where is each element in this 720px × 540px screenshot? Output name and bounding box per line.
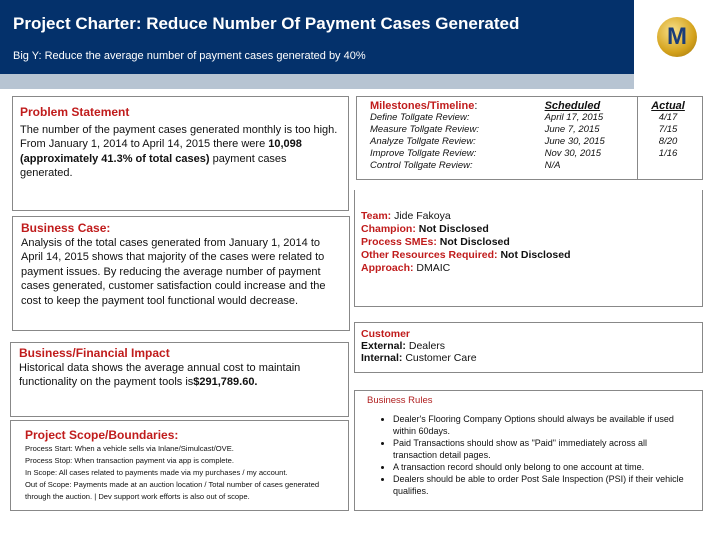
- problem-text-1: The number of the payment cases generated monthly is too high. From January 1, 2014 to April 14, 2015 there were: [20, 123, 338, 150]
- col-actual: Actual: [651, 100, 685, 112]
- milestone-actual: 8/20: [658, 136, 678, 147]
- scope-line: Process Stop: When transaction payment via app is complete.: [25, 456, 234, 465]
- big-y: Big Y: Reduce the average number of payment cases generated by 40%: [13, 50, 366, 62]
- milestone-row: [370, 112, 695, 124]
- rules-heading: Business Rules: [367, 395, 433, 406]
- milestone-actual: 7/15: [658, 124, 678, 135]
- col-scheduled: Scheduled: [544, 100, 601, 112]
- approach-line: [361, 262, 696, 275]
- milestones-divider: [637, 97, 638, 179]
- milestones-table: Milestones/Timeline: Scheduled Actual Define Tollgate Review: April 17, 2015 4/17 Measure Tollgate Review: June 7, 2015 7/15 Analyze Tollgate Review: June 30, 2015 8/20 Improve Tollgate Review: Nov 30, 2015 1/16 Control Tollgate Review: N/A: [370, 100, 695, 172]
- team-box: [354, 190, 703, 307]
- rule-item: • A transaction record should only belong to one account at time.: [393, 461, 690, 473]
- other-line: [361, 249, 696, 262]
- milestone-name: Define Tollgate Review:: [370, 112, 470, 123]
- smes-line: [361, 236, 696, 249]
- milestone-actual: 1/16: [658, 148, 678, 159]
- customer-heading: Customer: [361, 328, 411, 340]
- team-value: Jide Fakoya: [394, 210, 451, 222]
- milestone-scheduled: April 17, 2015: [544, 112, 604, 123]
- milestone-row: [370, 136, 695, 148]
- financial-heading: Business/Financial Impact: [19, 346, 170, 360]
- smes-label: Process SMEs:: [361, 236, 437, 248]
- milestone-name: Improve Tollgate Review:: [370, 148, 477, 159]
- milestone-scheduled: June 7, 2015: [544, 124, 600, 135]
- scope-heading: Project Scope/Boundaries:: [25, 428, 179, 442]
- milestones-box: [356, 96, 703, 180]
- milestone-name: Measure Tollgate Review:: [370, 124, 479, 135]
- problem-bold: 10,098 (approximately 41.3% of total cases): [20, 138, 302, 165]
- milestone-name: Control Tollgate Review:: [370, 160, 473, 171]
- milestone-scheduled: N/A: [544, 160, 561, 171]
- page-title: Project Charter: Reduce Number Of Payment Cases Generated: [13, 14, 520, 33]
- financial-text: [19, 361, 340, 390]
- rule-item: • Dealer's Flooring Company Options should always be available if used within 60days.: [393, 413, 690, 437]
- scope-line: Out of Scope: Payments made at an auction location / Total number of cases generated through the auction. | Dev support work efforts is also out of scope.: [25, 480, 320, 501]
- scope-line: In Scope: All cases related to payments made via my purchases / my account.: [25, 468, 288, 477]
- problem-text-2: payment cases generated.: [20, 152, 287, 179]
- scope-line: Process Start: When a vehicle sells via Inlane/Simulcast/OVE.: [25, 444, 234, 453]
- company-logo: [657, 17, 697, 57]
- financial-impact-box: [10, 342, 349, 417]
- problem-statement-box: [12, 96, 349, 211]
- milestone-name: Analyze Tollgate Review:: [370, 136, 476, 147]
- milestone-scheduled: June 30, 2015: [544, 136, 605, 147]
- financial-amount: $291,789.60.: [193, 376, 258, 388]
- business-case-text: Analysis of the total cases generated from January 1, 2014 to April 14, 2015 shows that majority of the cases were related to payment issues. By reducing the average number of payment cases generated, customer satisfaction could increase and the cost to keep the payment tool functional would decrease.: [21, 236, 326, 307]
- milestone-row: [370, 124, 695, 136]
- team-label: Team:: [361, 210, 392, 222]
- problem-heading: Problem Statement: [20, 105, 130, 119]
- approach-label: Approach:: [361, 262, 414, 274]
- scope-box: [10, 420, 349, 511]
- smes-value: Not Disclosed: [439, 236, 510, 248]
- champion-line: [361, 223, 696, 236]
- milestones-heading: Milestones/Timeline: [370, 100, 475, 112]
- milestone-scheduled: Nov 30, 2015: [544, 148, 602, 159]
- milestone-actual: [641, 160, 695, 172]
- team-line: [361, 210, 696, 223]
- business-case-box: [12, 216, 350, 331]
- external-value: Dealers: [408, 340, 446, 352]
- approach-value: DMAIC: [416, 262, 451, 274]
- rule-item: • Dealers should be able to order Post Sale Inspection (PSI) if their vehicle qualifies.: [393, 473, 690, 497]
- rule-item: • Paid Transactions should show as "Paid" immediately across all transaction detail pages.: [393, 437, 690, 461]
- rules-list: [367, 413, 690, 497]
- customer-box: [354, 322, 703, 373]
- milestone-row: [370, 160, 695, 172]
- milestone-actual: 4/17: [658, 112, 678, 123]
- business-rules-box: [354, 390, 703, 511]
- other-label: Other Resources Required:: [361, 249, 498, 261]
- champion-value: Not Disclosed: [418, 223, 489, 235]
- internal-label: Internal:: [361, 352, 403, 364]
- internal-value: Customer Care: [405, 352, 477, 364]
- business-case-heading: Business Case:: [21, 221, 111, 235]
- champion-label: Champion:: [361, 223, 416, 235]
- financial-text-body: Historical data shows the average annual cost to maintain functionality on the payment tools is: [19, 361, 301, 388]
- external-line: [361, 340, 696, 352]
- other-value: Not Disclosed: [500, 249, 571, 261]
- logo-letter: M: [667, 23, 687, 50]
- internal-line: [361, 352, 696, 364]
- problem-text: [20, 123, 341, 181]
- milestone-row: [370, 148, 695, 160]
- external-label: External:: [361, 340, 406, 352]
- header-banner: [0, 0, 634, 74]
- header-strip: [0, 74, 634, 89]
